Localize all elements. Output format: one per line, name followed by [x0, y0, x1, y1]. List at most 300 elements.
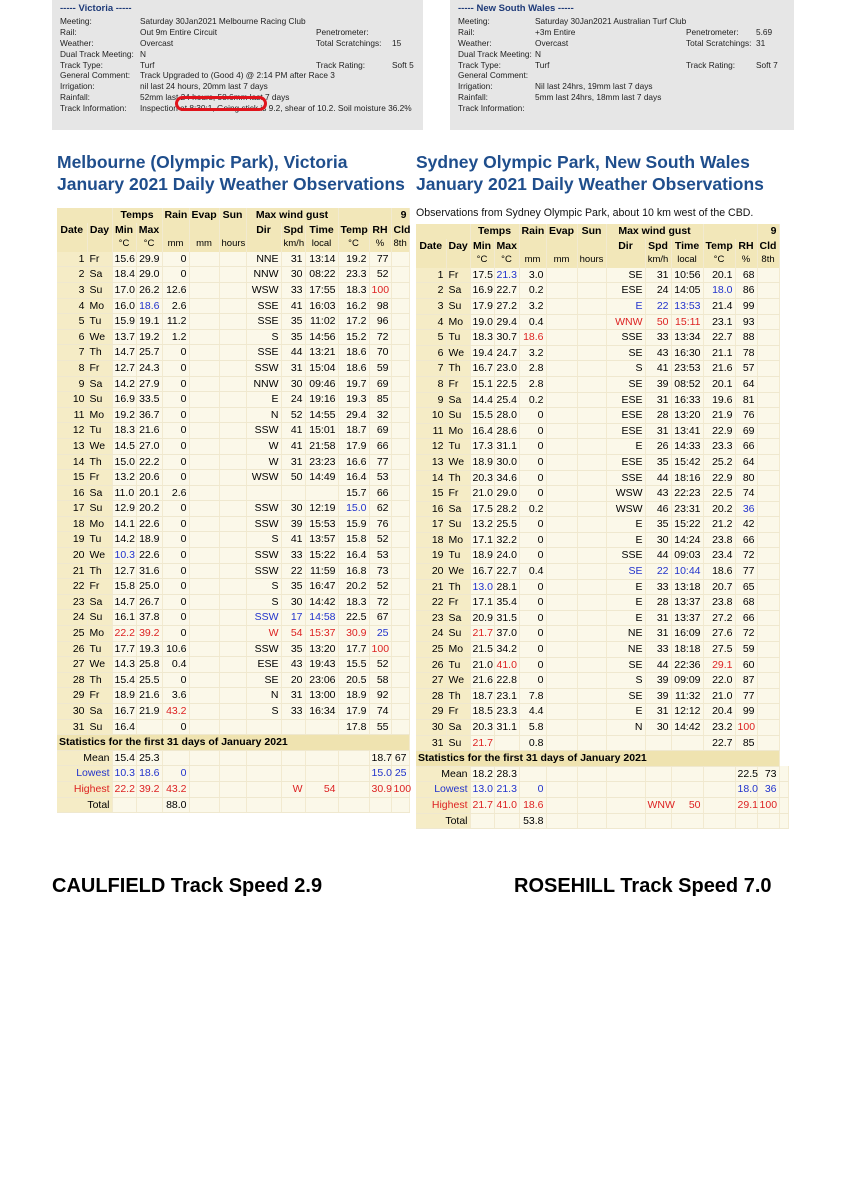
cell: 30.7 — [494, 330, 519, 346]
cell — [546, 673, 577, 689]
cell: 19.6 — [703, 392, 735, 408]
cell: 31 — [645, 610, 671, 626]
cell: 12.9 — [112, 501, 136, 517]
cell: 0 — [519, 782, 546, 798]
cell — [757, 392, 779, 408]
cell — [391, 563, 409, 579]
title-line-2: January 2021 Daily Weather Observations — [416, 174, 764, 194]
title-line-1: Melbourne (Olympic Park), Victoria — [57, 152, 348, 172]
panel-label: Track Information: — [458, 103, 525, 114]
cell: W — [246, 626, 281, 642]
cell: 17.9 — [338, 438, 369, 454]
observation-row — [57, 298, 409, 314]
cell — [779, 813, 788, 829]
cell — [671, 782, 703, 798]
cell: 22.0 — [703, 673, 735, 689]
cell: 18.4 — [112, 267, 136, 283]
cell: 0 — [162, 345, 189, 361]
cell: 29.1 — [703, 657, 735, 673]
cell: 16:30 — [671, 345, 703, 361]
cell: 0 — [162, 548, 189, 564]
cell: 18:18 — [671, 642, 703, 658]
cell: 16.6 — [338, 454, 369, 470]
cell: 20 — [416, 564, 446, 580]
cell — [338, 797, 369, 813]
cell: S — [246, 579, 281, 595]
cell: 53.8 — [519, 813, 546, 829]
cell: Fr — [446, 376, 470, 392]
rainfall-highlight-circle — [175, 96, 267, 111]
cell: 14:56 — [305, 329, 338, 345]
panel-value: Saturday 30Jan2021 Melbourne Racing Club — [140, 16, 306, 26]
cell: E — [606, 595, 645, 611]
cell: 25.8 — [136, 657, 162, 673]
cell: 69 — [369, 423, 391, 439]
cell: 19.2 — [112, 407, 136, 423]
cell: E — [606, 610, 645, 626]
cell: 22.8 — [494, 673, 519, 689]
cell: 0.4 — [519, 314, 546, 330]
cell — [546, 454, 577, 470]
cell: 14:49 — [305, 470, 338, 486]
title-line-2: January 2021 Daily Weather Observations — [57, 174, 405, 194]
cell: 21.6 — [136, 423, 162, 439]
cell: 1 — [57, 252, 87, 267]
cell: SE — [246, 672, 281, 688]
cell: 25 — [369, 626, 391, 642]
cell: SSE — [246, 345, 281, 361]
cell: 18.5 — [470, 704, 494, 720]
observation-row — [57, 282, 409, 298]
cell: Mo — [446, 314, 470, 330]
cell: 46 — [645, 501, 671, 517]
cell: SSE — [246, 314, 281, 330]
cell: SSW — [246, 516, 281, 532]
cell: 4.4 — [519, 704, 546, 720]
unit-local: local — [671, 253, 703, 268]
cell: 31.6 — [136, 563, 162, 579]
cell: 33 — [281, 282, 305, 298]
cell — [246, 719, 281, 735]
cell: E — [606, 579, 645, 595]
cell: Th — [87, 454, 112, 470]
cell: 20.9 — [470, 610, 494, 626]
cell — [757, 720, 779, 736]
cell — [189, 392, 219, 408]
cell: 0 — [519, 486, 546, 502]
cell: 39.2 — [136, 626, 162, 642]
cell — [369, 797, 391, 813]
cell — [546, 268, 577, 283]
panel-value: Out 9m Entire Circuit — [140, 26, 217, 37]
title-line-1: Sydney Olympic Park, New South Wales — [416, 152, 750, 172]
cell: 66 — [735, 439, 757, 455]
cell: 0 — [162, 672, 189, 688]
cell: 16:09 — [671, 626, 703, 642]
cell — [391, 407, 409, 423]
cell: 29 — [57, 688, 87, 704]
cell: 18.9 — [112, 688, 136, 704]
cell — [577, 501, 606, 517]
cell — [546, 782, 577, 798]
panel-value-secondary: 31 — [756, 37, 766, 48]
cell — [577, 564, 606, 580]
panel-row — [458, 92, 786, 103]
observation-row — [57, 688, 409, 704]
rosehill-track-speed: ROSEHILL Track Speed 7.0 — [514, 875, 772, 897]
cell: 0.8 — [519, 735, 546, 751]
cell: S — [246, 329, 281, 345]
cell: 23:53 — [671, 361, 703, 377]
panel-value: N — [535, 48, 541, 59]
cell — [391, 252, 409, 267]
observation-row — [57, 501, 409, 517]
cell: 17.1 — [470, 532, 494, 548]
cell — [645, 766, 671, 782]
observation-row — [416, 501, 789, 517]
cell: 27 — [416, 673, 446, 689]
panel-label-secondary: Penetrometer: — [316, 26, 369, 37]
cell: 16:34 — [305, 704, 338, 720]
observation-row — [57, 438, 409, 454]
cell: 52 — [369, 579, 391, 595]
spacer — [577, 239, 606, 254]
panel-row — [458, 49, 786, 60]
cell: 22.7 — [703, 735, 735, 751]
cell: 15 — [416, 486, 446, 502]
cell: 19.3 — [136, 641, 162, 657]
cell: Mo — [446, 532, 470, 548]
cell: 0 — [519, 470, 546, 486]
cell: 31 — [645, 626, 671, 642]
cell — [246, 797, 281, 813]
cell — [577, 626, 606, 642]
cell — [757, 423, 779, 439]
cell: SE — [606, 564, 645, 580]
cell: 2 — [57, 267, 87, 283]
cell: 13 — [57, 438, 87, 454]
cell: 60 — [735, 657, 757, 673]
cell: 88.0 — [162, 797, 189, 813]
spacer — [416, 253, 446, 268]
cell: 15.8 — [338, 532, 369, 548]
cell: 09:03 — [671, 548, 703, 564]
cell: 26 — [416, 657, 446, 673]
cell: NNW — [246, 267, 281, 283]
cell: 0 — [519, 657, 546, 673]
cell: 77 — [369, 454, 391, 470]
cell — [546, 486, 577, 502]
panel-value: Saturday 30Jan2021 Australian Turf Club — [535, 16, 687, 26]
cell: 13 — [416, 454, 446, 470]
cell: 15 — [57, 470, 87, 486]
cell: 21.7 — [470, 735, 494, 751]
cell: 1 — [416, 268, 446, 283]
cell — [391, 688, 409, 704]
cell — [219, 392, 246, 408]
cell: 23.2 — [703, 720, 735, 736]
cld-header: Cld — [391, 223, 409, 238]
panel-label: Track Information: — [60, 103, 127, 114]
cell: 41.0 — [494, 657, 519, 673]
cell: 15:53 — [305, 516, 338, 532]
cell: 16:33 — [671, 392, 703, 408]
cell: 20.1 — [703, 268, 735, 283]
cell: 18.9 — [470, 454, 494, 470]
cell: 15.8 — [112, 579, 136, 595]
cell: 19.2 — [338, 252, 369, 267]
cell: 29.1 — [735, 797, 757, 813]
panel-value-secondary: 5.69 — [756, 26, 773, 37]
cell — [219, 672, 246, 688]
max-header: Max — [136, 223, 162, 238]
cell: 10:44 — [671, 564, 703, 580]
cell: 33.5 — [136, 392, 162, 408]
cell: 0 — [162, 532, 189, 548]
cell: Su — [87, 282, 112, 298]
cell: Tu — [87, 423, 112, 439]
cell — [757, 735, 779, 751]
cell: 16.9 — [112, 392, 136, 408]
cell: WNW — [606, 314, 645, 330]
unit-c: °C — [136, 237, 162, 252]
cell: We — [446, 673, 470, 689]
cell: 11 — [57, 407, 87, 423]
cell — [757, 408, 779, 424]
observation-row — [416, 361, 789, 377]
cell: 0.4 — [519, 564, 546, 580]
cell: Sa — [446, 283, 470, 299]
cell: SSW — [246, 548, 281, 564]
cell: Sa — [446, 501, 470, 517]
cell: 15.0 — [112, 454, 136, 470]
cell — [219, 298, 246, 314]
cell: 43 — [645, 486, 671, 502]
cell: 54 — [281, 626, 305, 642]
cell: 22 — [416, 595, 446, 611]
panel-label: Irrigation: — [458, 81, 493, 92]
cell: 17.2 — [338, 314, 369, 330]
observation-row — [57, 267, 409, 283]
cell: 14.1 — [112, 516, 136, 532]
cell: 25.0 — [136, 579, 162, 595]
cell: 10.6 — [162, 641, 189, 657]
cell — [189, 532, 219, 548]
observation-row — [57, 376, 409, 392]
observation-row — [416, 548, 789, 564]
cell: WSW — [246, 282, 281, 298]
cell: 33 — [645, 642, 671, 658]
observation-row — [57, 594, 409, 610]
stat-label: Highest — [57, 781, 112, 797]
cell: 39 — [645, 376, 671, 392]
cell: 35 — [281, 314, 305, 330]
cell — [577, 735, 606, 751]
cell: 29.4 — [338, 407, 369, 423]
cell — [189, 360, 219, 376]
cell — [546, 720, 577, 736]
cell — [577, 439, 606, 455]
cell: 5 — [57, 314, 87, 330]
cell: 23 — [416, 610, 446, 626]
cell: 33 — [281, 548, 305, 564]
cell: 17.3 — [470, 439, 494, 455]
stat-row — [57, 766, 409, 782]
cell — [546, 797, 577, 813]
cell — [219, 594, 246, 610]
cell — [219, 407, 246, 423]
cell — [757, 532, 779, 548]
cell: 30 — [645, 720, 671, 736]
cell: 37.8 — [136, 610, 162, 626]
cell — [281, 485, 305, 501]
cell: 28.3 — [494, 766, 519, 782]
cell — [391, 641, 409, 657]
cell: Mo — [87, 298, 112, 314]
cell: 66 — [369, 485, 391, 501]
cell — [546, 298, 577, 314]
nine-am-header: 9 — [391, 208, 409, 223]
cell: 28.1 — [494, 579, 519, 595]
panel-label: Rainfall: — [458, 92, 488, 103]
cell: 81 — [735, 392, 757, 408]
cell: Fr — [446, 595, 470, 611]
rain-header: Rain — [519, 224, 546, 239]
cell: 23.3 — [494, 704, 519, 720]
cell — [757, 688, 779, 704]
cell: 14:33 — [671, 439, 703, 455]
cell — [305, 485, 338, 501]
cell — [757, 314, 779, 330]
cell: We — [446, 564, 470, 580]
panel-label: Track Type: — [60, 59, 103, 70]
cell — [189, 672, 219, 688]
cell — [281, 719, 305, 735]
cell: 25 — [57, 626, 87, 642]
cell: 17.7 — [338, 641, 369, 657]
cell: 18.6 — [519, 330, 546, 346]
cell: 13:20 — [305, 641, 338, 657]
cell: 13:37 — [671, 595, 703, 611]
cell: NE — [606, 626, 645, 642]
observation-row — [57, 657, 409, 673]
cell — [577, 454, 606, 470]
cell: SSW — [246, 610, 281, 626]
cell — [189, 750, 219, 766]
cell: WSW — [246, 470, 281, 486]
cell: 0 — [162, 392, 189, 408]
cell: Th — [446, 579, 470, 595]
cell: 41 — [281, 298, 305, 314]
cell — [219, 657, 246, 673]
cell: 32.2 — [494, 532, 519, 548]
cell — [577, 688, 606, 704]
cell: 0 — [519, 423, 546, 439]
evap-header: Evap — [189, 208, 219, 223]
cell — [391, 454, 409, 470]
observation-row — [57, 532, 409, 548]
cell — [577, 470, 606, 486]
panel-row — [458, 60, 786, 71]
cell: 25.5 — [494, 517, 519, 533]
cell: 16.0 — [112, 298, 136, 314]
cell — [391, 548, 409, 564]
cell: 15:42 — [671, 454, 703, 470]
cell: 18:16 — [671, 470, 703, 486]
cell — [189, 516, 219, 532]
cell — [577, 673, 606, 689]
cell: 28 — [645, 408, 671, 424]
panel-label: Weather: — [60, 37, 94, 48]
cell: 21.9 — [136, 704, 162, 720]
cell: 39.2 — [136, 781, 162, 797]
cell: Su — [446, 626, 470, 642]
cell — [703, 813, 735, 829]
cell: 13:53 — [671, 298, 703, 314]
cell: We — [446, 345, 470, 361]
spacer — [546, 239, 577, 254]
cell: 31 — [645, 392, 671, 408]
cell: 22 — [57, 579, 87, 595]
cell: 41 — [281, 423, 305, 439]
cell: 31 — [281, 252, 305, 267]
cell: 0 — [162, 594, 189, 610]
min-header: Min — [470, 239, 494, 254]
stats-heading: Statistics for the first 31 days of January 2021 — [57, 735, 409, 751]
cell: 0 — [519, 532, 546, 548]
cell — [219, 704, 246, 720]
cell: 28.0 — [494, 408, 519, 424]
cell — [189, 501, 219, 517]
cell: 32 — [369, 407, 391, 423]
cell — [577, 532, 606, 548]
spd-header: Spd — [281, 223, 305, 238]
cell: 24 — [416, 626, 446, 642]
cell: 99 — [735, 704, 757, 720]
observation-row — [57, 485, 409, 501]
cell — [577, 283, 606, 299]
cell: 62 — [369, 501, 391, 517]
cell: 12.6 — [162, 282, 189, 298]
cell: Th — [87, 563, 112, 579]
cell: We — [446, 454, 470, 470]
cell — [494, 735, 519, 751]
cell: 21.7 — [470, 626, 494, 642]
cell — [757, 704, 779, 720]
unit-c: °C — [338, 237, 369, 252]
cell: 0 — [162, 766, 189, 782]
cell — [546, 376, 577, 392]
observation-row — [57, 329, 409, 345]
cell: 29 — [416, 704, 446, 720]
cell: Su — [446, 298, 470, 314]
spacer — [446, 253, 470, 268]
cell: 66 — [735, 532, 757, 548]
cell: Sa — [87, 704, 112, 720]
cell: 22.7 — [703, 330, 735, 346]
date-header: Date — [416, 239, 446, 254]
cell — [189, 485, 219, 501]
cell: 30.9 — [338, 626, 369, 642]
cell: 15.7 — [338, 485, 369, 501]
rain-header: Rain — [162, 208, 189, 223]
min-header: Min — [112, 223, 136, 238]
cell: 39 — [645, 688, 671, 704]
cell: 31.5 — [494, 610, 519, 626]
cell — [219, 282, 246, 298]
cell: 12 — [416, 439, 446, 455]
cell: 14.7 — [112, 345, 136, 361]
